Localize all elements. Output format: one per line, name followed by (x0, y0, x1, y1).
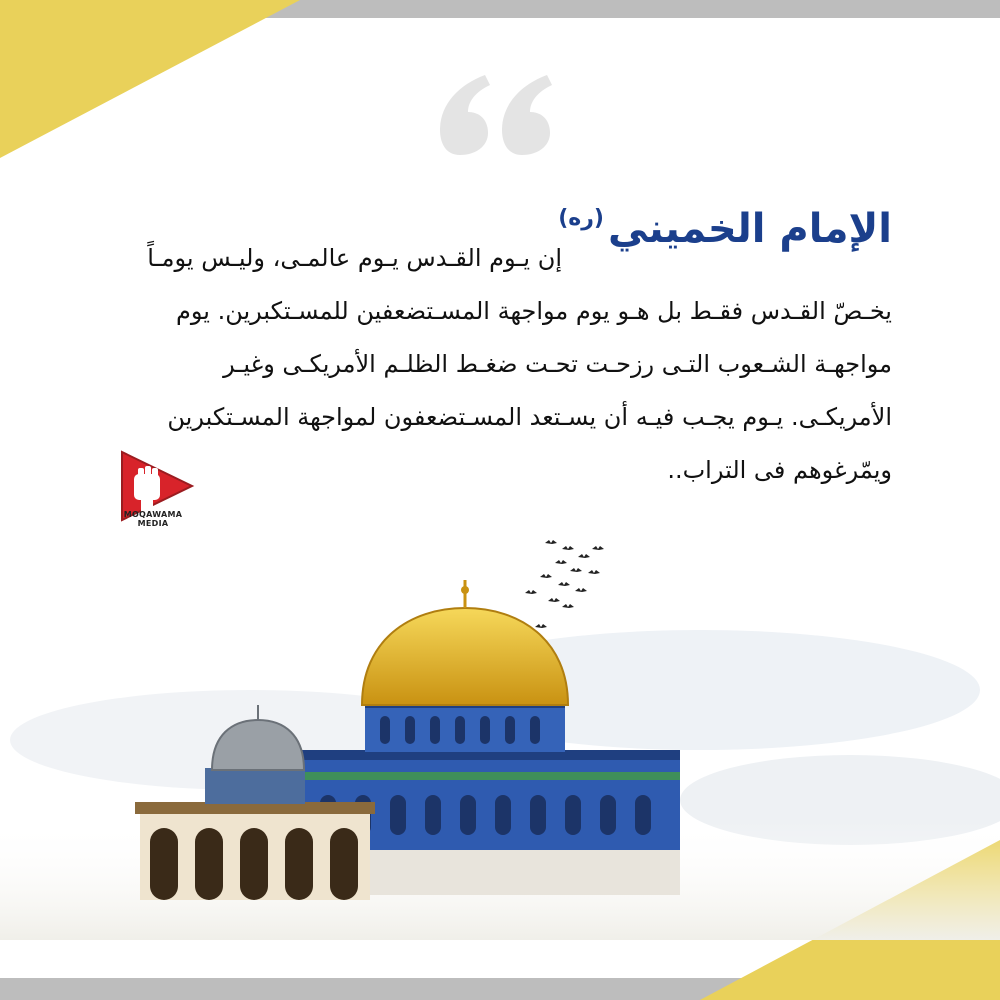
quote-line: يخـصّ القـدس فقـط بل هـو يوم مواجهة المسـتضعفين للمسـتكبرين. يوم (176, 297, 892, 325)
quote-line: ويمّرغوهم فى التراب.. (667, 456, 892, 484)
dome-of-the-rock-illustration (0, 520, 1000, 940)
quote-line: الأمريكـى. يـوم يجـب فيـه أن يسـتعد المسـتضعفون لمواجهة المسـتكبرين (167, 403, 892, 431)
logo-text: MOQAWAMA MEDIA (123, 510, 183, 528)
quote-text (92, 232, 892, 497)
author-name-text: الإمام الخميني (607, 206, 892, 252)
open-quote-icon (440, 60, 570, 180)
quote-line: إن يـوم القـدس يـوم عالمـى، وليـس يومـاً (147, 244, 562, 272)
author-suffix: (ره) (558, 206, 604, 231)
quote-line: مواجهـة الشـعوب التـى رزحـت تحـت ضغـط الظلـم الأمريكـى وغيـر (223, 350, 892, 378)
golden-dome (362, 608, 568, 705)
top-left-yellow-corner (0, 0, 300, 160)
